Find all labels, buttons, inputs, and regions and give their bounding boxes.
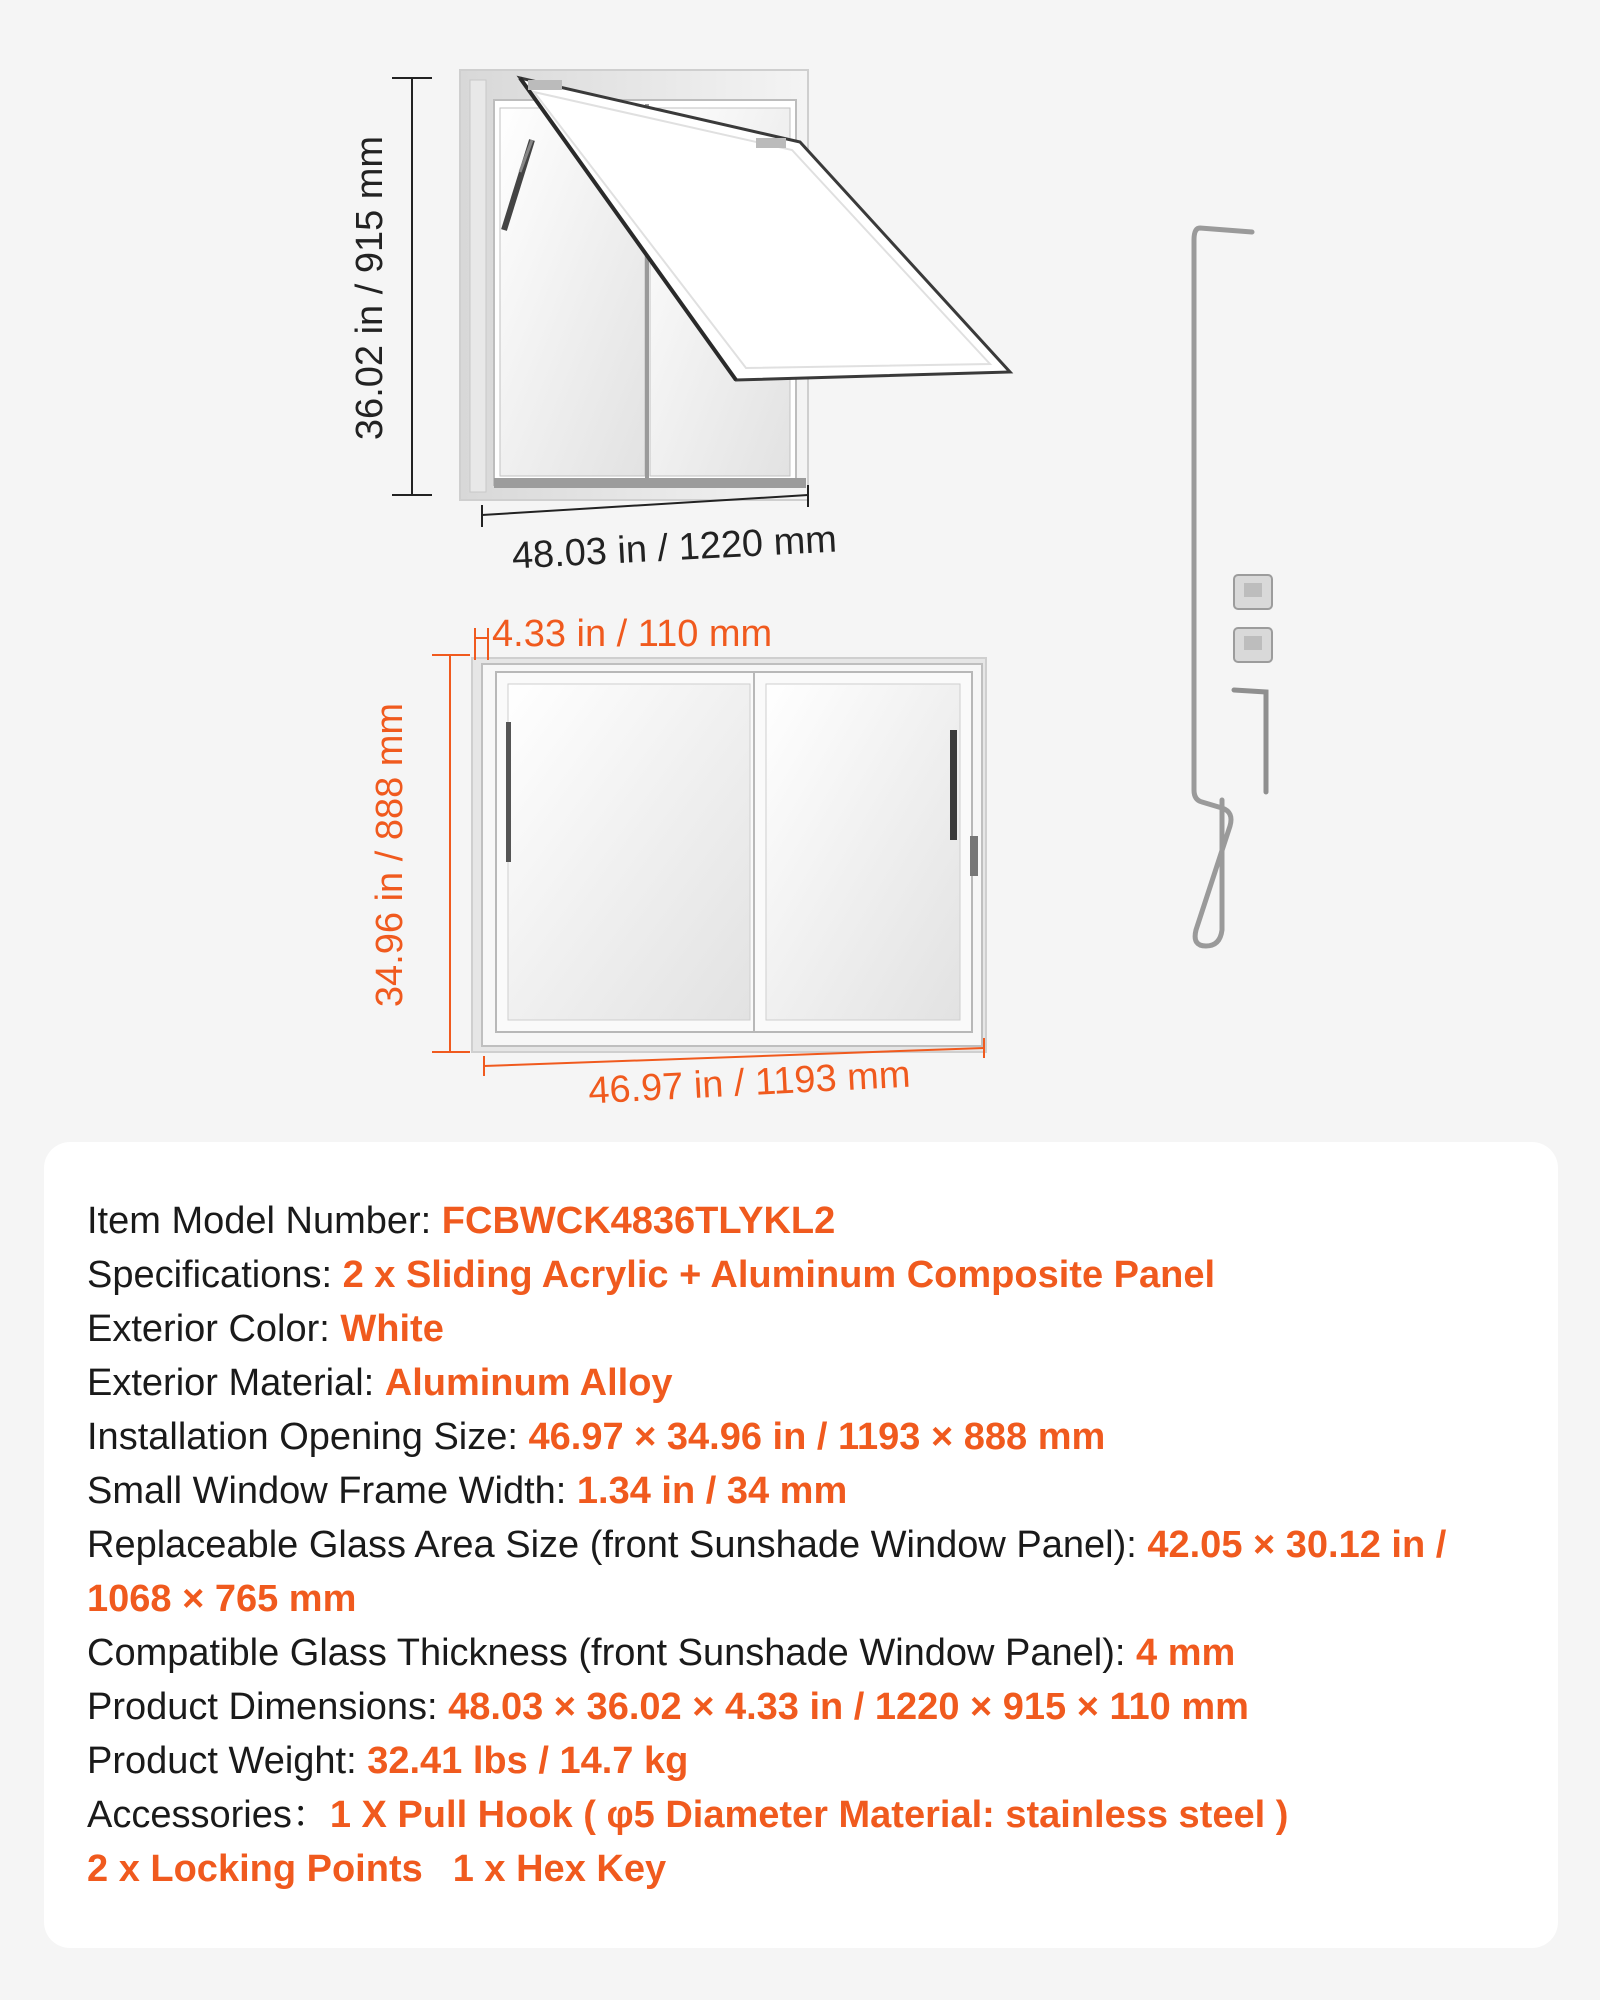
- spec-material-value: Aluminum Alloy: [384, 1362, 673, 1404]
- spec-color-value: White: [340, 1308, 444, 1350]
- spec-opening-size-value: 46.97 × 34.96 in / 1193 × 888 mm: [528, 1416, 1106, 1458]
- sliding-height-label: 34.96 in / 888 mm: [369, 702, 411, 1008]
- awning-height-dimension: [349, 78, 432, 495]
- spec-accessories: Accessories：1 X Pull Hook ( φ5 Diameter Material: stainless steel ): [87, 1794, 1289, 1836]
- sliding-depth-label: 4.33 in / 110 mm: [492, 613, 773, 655]
- spec-accessories-cont: [87, 1842, 1516, 1896]
- spec-glass-area-value-cont: 1068 × 765 mm: [87, 1578, 357, 1620]
- spec-card: [44, 1142, 1558, 1948]
- spec-glass-thickness: Compatible Glass Thickness (front Sunshade Window Panel): 4 mm: [87, 1632, 1236, 1674]
- spec-glass-area-value: 42.05 × 30.12 in /: [1147, 1524, 1447, 1566]
- spec-specifications: Specifications: 2 x Sliding Acrylic + Aluminum Composite Panel: [87, 1254, 1216, 1296]
- spec-glass-area: Replaceable Glass Area Size (front Sunshade Window Panel): 42.05 × 30.12 in /: [87, 1524, 1447, 1566]
- locking-points: [1234, 575, 1272, 662]
- sliding-height-dimension: [369, 655, 470, 1052]
- spec-opening-size: Installation Opening Size: 46.97 × 34.96 in / 1193 × 888 mm: [87, 1416, 1106, 1458]
- accessory-locking-points: 2 x Locking Points: [87, 1848, 423, 1890]
- sliding-window: [472, 658, 986, 1052]
- spec-weight: Product Weight: 32.41 lbs / 14.7 kg: [87, 1740, 689, 1782]
- sliding-depth-dimension: [475, 613, 772, 660]
- accessory-hex-key: 1 x Hex Key: [452, 1848, 667, 1890]
- spec-weight-value: 32.41 lbs / 14.7 kg: [367, 1740, 689, 1782]
- sliding-width-label: 46.97 in / 1193 mm: [587, 1053, 912, 1113]
- spec-color: Exterior Color: White: [87, 1308, 444, 1350]
- spec-dimensions-value: 48.03 × 36.02 × 4.33 in / 1220 × 915 × 110 mm: [448, 1686, 1249, 1728]
- spec-material: Exterior Material: Aluminum Alloy: [87, 1362, 673, 1404]
- spec-model-value: FCBWCK4836TLYKL2: [441, 1200, 836, 1242]
- spec-glass-area-cont: [87, 1572, 1516, 1626]
- spec-dimensions: Product Dimensions: 48.03 × 36.02 × 4.33 in / 1220 × 915 × 110 mm: [87, 1686, 1249, 1728]
- hex-key: [1234, 690, 1266, 792]
- spec-specifications-value: 2 x Sliding Acrylic + Aluminum Composite Panel: [342, 1254, 1216, 1296]
- awning-height-label: 36.02 in / 915 mm: [349, 135, 391, 441]
- spec-frame-width: Small Window Frame Width: 1.34 in / 34 mm: [87, 1470, 848, 1512]
- awning-width-label: 48.03 in / 1220 mm: [510, 518, 838, 578]
- spec-frame-width-value: 1.34 in / 34 mm: [576, 1470, 848, 1512]
- spec-accessories-value: 1 X Pull Hook ( φ5 Diameter Material: stainless steel ): [329, 1794, 1289, 1836]
- spec-model: Item Model Number: FCBWCK4836TLYKL2: [87, 1200, 836, 1242]
- spec-glass-thickness-value: 4 mm: [1136, 1632, 1236, 1674]
- awning-window: [460, 70, 1010, 500]
